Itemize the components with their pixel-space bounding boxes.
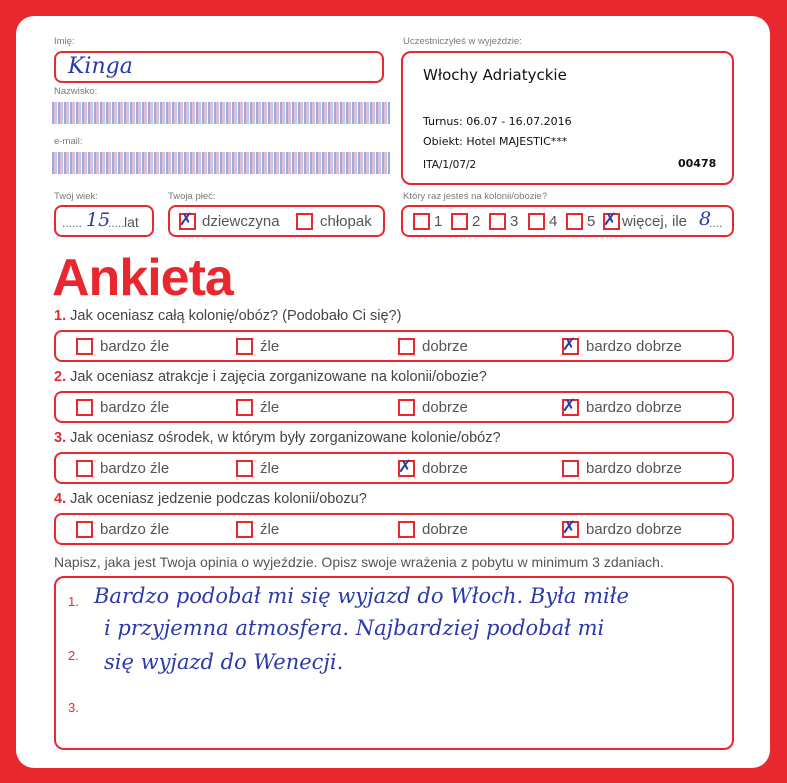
question-number: 2.	[54, 369, 67, 385]
q1-option-4-checkbox[interactable]	[562, 335, 579, 355]
age-unit: lat	[124, 214, 139, 230]
trip-code: ITA/1/07/2	[423, 159, 477, 171]
q3-option-1-checkbox[interactable]	[76, 460, 93, 477]
times-more-label: więcej, ile	[622, 213, 688, 230]
q1-option-1-checkbox[interactable]	[76, 338, 93, 355]
q4-option-4-label: bardzo dobrze	[586, 521, 682, 538]
gender-boy-label: chłopak	[320, 213, 372, 230]
q4-option-1-checkbox[interactable]	[76, 521, 93, 538]
email-label: e-mail:	[54, 136, 83, 147]
times-checkbox-5[interactable]	[566, 213, 583, 230]
times-field: 1 2 3 4 5 ✗ więcej, ile 8 ....	[401, 205, 734, 237]
q3-option-3-label: dobrze	[422, 460, 468, 477]
question-number: 3.	[54, 430, 67, 446]
q3-option-4-checkbox[interactable]	[562, 460, 579, 477]
opinion-textarea[interactable]: 1. 2. 3. Bardzo podobał mi się wyjazd do Włoch. Była miłe i przyjemna atmosfera. Najbardziej podobał mi się wyjazd do Wenecji.	[54, 576, 734, 750]
opinion-line-2: i przyjemna atmosfera. Najbardziej podobał mi	[104, 616, 605, 640]
times-more-value: 8	[699, 208, 712, 230]
gender-field	[168, 205, 385, 237]
times-checkbox-more[interactable]: ✗	[603, 213, 620, 230]
trip-number: 00478	[678, 157, 717, 170]
question-2-options	[54, 391, 734, 423]
times-checkbox-2[interactable]	[451, 213, 468, 230]
check-mark-icon: ✗	[562, 518, 577, 538]
times-checkbox-4[interactable]	[528, 213, 545, 230]
question-number: 1.	[54, 308, 67, 324]
age-label: Twój wiek:	[54, 191, 98, 202]
q1-option-2-label: źle	[260, 338, 280, 355]
check-mark-icon: ✗	[562, 335, 577, 355]
q1-option-3-checkbox[interactable]	[398, 338, 415, 355]
q2-option-2-checkbox[interactable]	[236, 399, 253, 416]
trip-title: Włochy Adriatyckie	[423, 66, 567, 84]
q1-option-4-label: bardzo dobrze	[586, 338, 682, 355]
times-label: Który raz jesteś na kolonii/obozie?	[403, 191, 548, 202]
q2-option-1-label: bardzo źle	[100, 399, 170, 416]
question-label: Jak oceniasz ośrodek, w którym były zorganizowane kolonie/obóz?	[70, 430, 501, 446]
gender-label: Twoja płeć:	[168, 191, 216, 202]
question-label: Jak oceniasz jedzenie podczas kolonii/obozu?	[70, 491, 367, 507]
check-mark-icon: ✗	[562, 396, 577, 416]
q2-option-4-label: bardzo dobrze	[586, 399, 682, 416]
name-value: Kinga	[68, 54, 133, 79]
q3-option-4-label: bardzo dobrze	[586, 460, 682, 477]
question-4-options	[54, 513, 734, 545]
times-checkbox-1[interactable]	[413, 213, 430, 230]
page-title: Ankieta	[52, 249, 233, 307]
q1-option-2-checkbox[interactable]	[236, 338, 253, 355]
opinion-prompt: Napisz, jaka jest Twoja opinia o wyjeździe. Opisz swoje wrażenia z pobytu w minimum 3 zdaniach.	[54, 554, 664, 570]
participant-label: Uczestniczyłeś w wyjeździe:	[403, 36, 522, 47]
gender-girl-checkbox[interactable]: ✗	[179, 213, 196, 230]
times-checkbox-3[interactable]	[489, 213, 506, 230]
age-field[interactable]: ...... 15 ..... lat	[54, 205, 154, 237]
opinion-line-1: Bardzo podobał mi się wyjazd do Włoch. Była miłe	[94, 584, 629, 608]
q3-option-1-label: bardzo źle	[100, 460, 170, 477]
question-1-text	[54, 308, 401, 324]
q1-option-3-label: dobrze	[422, 338, 468, 355]
surname-redacted	[52, 102, 390, 124]
question-3-options	[54, 452, 734, 484]
survey-sheet	[16, 16, 770, 768]
email-redacted	[52, 152, 390, 174]
check-mark-icon: ✗	[398, 457, 413, 477]
q4-option-3-checkbox[interactable]	[398, 521, 415, 538]
q2-option-3-label: dobrze	[422, 399, 468, 416]
q3-option-2-checkbox[interactable]	[236, 460, 253, 477]
surname-label: Nazwisko:	[54, 86, 98, 97]
question-number: 4.	[54, 491, 67, 507]
question-4-text	[54, 491, 367, 507]
question-2-text	[54, 369, 487, 385]
q2-option-4-checkbox[interactable]	[562, 396, 579, 416]
trip-card	[401, 51, 734, 185]
q4-option-4-checkbox[interactable]	[562, 518, 579, 538]
question-label: Jak oceniasz całą kolonię/obóz? (Podobało Ci się?)	[70, 308, 402, 324]
trip-turnus: Turnus: 06.07 - 16.07.2016	[423, 115, 572, 128]
q3-option-3-checkbox[interactable]	[398, 457, 415, 477]
question-1-options	[54, 330, 734, 362]
q2-option-3-checkbox[interactable]	[398, 399, 415, 416]
opinion-line-3: się wyjazd do Wenecji.	[104, 650, 344, 674]
q4-option-2-checkbox[interactable]	[236, 521, 253, 538]
q3-option-2-label: źle	[260, 460, 280, 477]
question-label: Jak oceniasz atrakcje i zajęcia zorganizowane na kolonii/obozie?	[70, 369, 487, 385]
question-3-text	[54, 430, 501, 446]
name-label: Imię:	[54, 36, 75, 47]
age-value: 15	[86, 209, 111, 231]
gender-girl-label: dziewczyna	[202, 213, 280, 230]
q4-option-3-label: dobrze	[422, 521, 468, 538]
q4-option-2-label: źle	[260, 521, 280, 538]
q2-option-2-label: źle	[260, 399, 280, 416]
gender-boy-checkbox[interactable]	[296, 213, 313, 230]
name-field[interactable]	[54, 51, 384, 83]
q1-option-1-label: bardzo źle	[100, 338, 170, 355]
q2-option-1-checkbox[interactable]	[76, 399, 93, 416]
trip-obiekt: Obiekt: Hotel MAJESTIC***	[423, 135, 568, 148]
q4-option-1-label: bardzo źle	[100, 521, 170, 538]
